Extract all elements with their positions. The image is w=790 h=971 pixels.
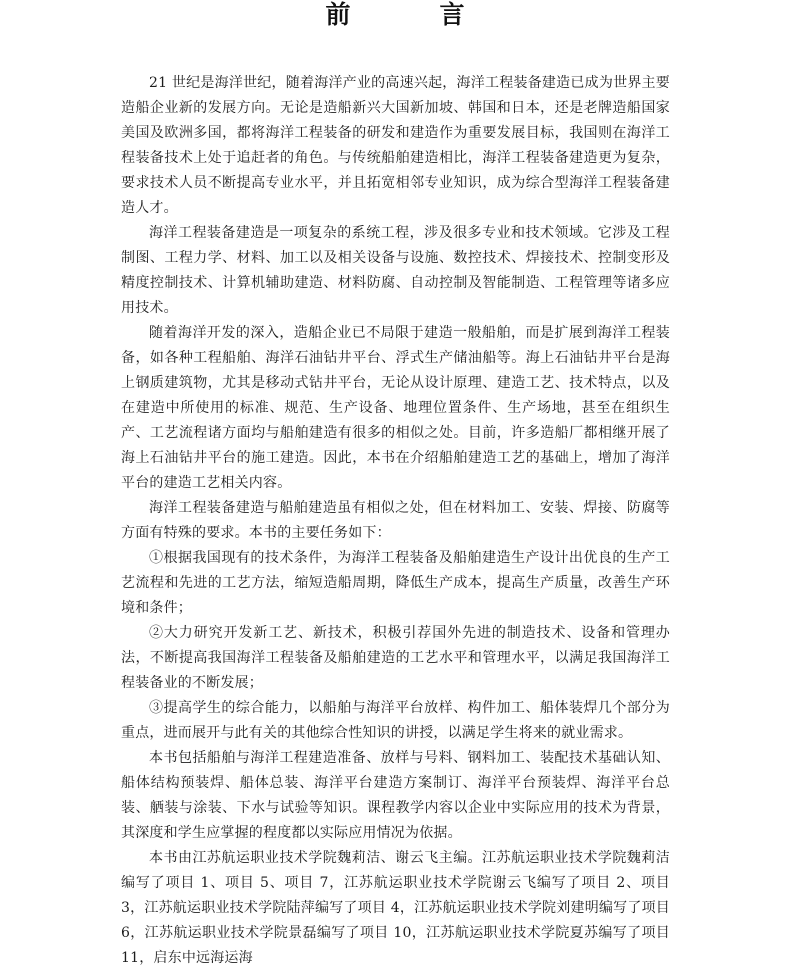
task-item-1: ①根据我国现有的技术条件，为海洋工程装备及船舶建造生产设计出优良的生产工艺流程和先进的工艺方法，缩短造船周期，降低生产成本，提高生产质量，改善生产环境和条件； xyxy=(121,550,670,616)
task-item-3: ③提高学生的综合能力，以船舶与海洋平台放样、构件加工、船体装焊几个部分为重点，进而展开与此有关的其他综合性知识的讲授，以满足学生将来的就业需求。 xyxy=(121,700,670,741)
paragraph-5: 本书包括船舶与海洋工程建造准备、放样与号料、钢料加工、装配技术基础认知、船体结构预装焊、船体总装、海洋平台建造方案制订、海洋平台预装焊、海洋平台总装、舾装与涂装、下水与试验等知识。课程教学内容以企业中实际应用的技术为背景，其深度和学生应掌握的程度都以实际应用情况为依据。 xyxy=(121,750,670,841)
page-title: 前 言 xyxy=(325,0,497,29)
paragraph-3: 随着海洋开发的深入，造船企业已不局限于建造一般船舶，而是扩展到海洋工程装备，如各种工程船舶、海洋石油钻井平台、浮式生产储油船等。海上石油钻井平台是海上钢质建筑物，尤其是移动式钻井平台，无论从设计原理、建造工艺、技术特点，以及在建造中所使用的标准、规范、生产设备、地理位置条件、生产场地，甚至在组织生产、工艺流程诸方面均与船舶建造有很多的相似之处。目前，许多造船厂都相继开展了海上石油钻井平台的施工建造。因此，本书在介绍船舶建造工艺的基础上，增加了海洋平台的建造工艺相关内容。 xyxy=(121,325,670,491)
paragraph-6: 本书由江苏航运职业技术学院魏莉洁、谢云飞主编。江苏航运职业技术学院魏莉洁编写了项目 1、项目 5、项目 7，江苏航运职业技术学院谢云飞编写了项目 2、项目 3，江苏航运职业技术学院陆萍编写了项目 4，江苏航运职业技术学院刘建明编写了项目 6，江苏航运职业技术学院景磊编写了项目 10，江苏航运职业技术学院夏苏编写了项目 11，启东中远海运海 xyxy=(121,850,670,966)
paragraph-4: 海洋工程装备建造与船舶建造虽有相似之处，但在材料加工、安装、焊接、防腐等方面有特殊的要求。本书的主要任务如下： xyxy=(121,500,670,541)
task-item-2: ②大力研究开发新工艺、新技术，积极引荐国外先进的制造技术、设备和管理办法，不断提高我国海洋工程装备及船舶建造的工艺水平和管理水平，以满足我国海洋工程装备业的不断发展； xyxy=(121,625,670,691)
document-body xyxy=(121,71,670,971)
paragraph-2: 海洋工程装备建造是一项复杂的系统工程，涉及很多专业和技术领域。它涉及工程制图、工程力学、材料、加工以及相关设备与设施、数控技术、焊接技术、控制变形及精度控制技术、计算机辅助建造、材料防腐、自动控制及智能制造、工程管理等诸多应用技术。 xyxy=(121,225,670,316)
paragraph-1: 21 世纪是海洋世纪，随着海洋产业的高速兴起，海洋工程装备建造已成为世界主要造船企业新的发展方向。无论是造船新兴大国新加坡、韩国和日本，还是老牌造船国家美国及欧洲多国，都将海洋工程装备的研发和建造作为重要发展目标，我国则在海洋工程装备技术上处于追赶者的角色。与传统船舶建造相比，海洋工程装备建造更为复杂，要求技术人员不断提高专业水平，并且拓宽相邻专业知识，成为综合型海洋工程装备建造人才。 xyxy=(121,75,670,216)
